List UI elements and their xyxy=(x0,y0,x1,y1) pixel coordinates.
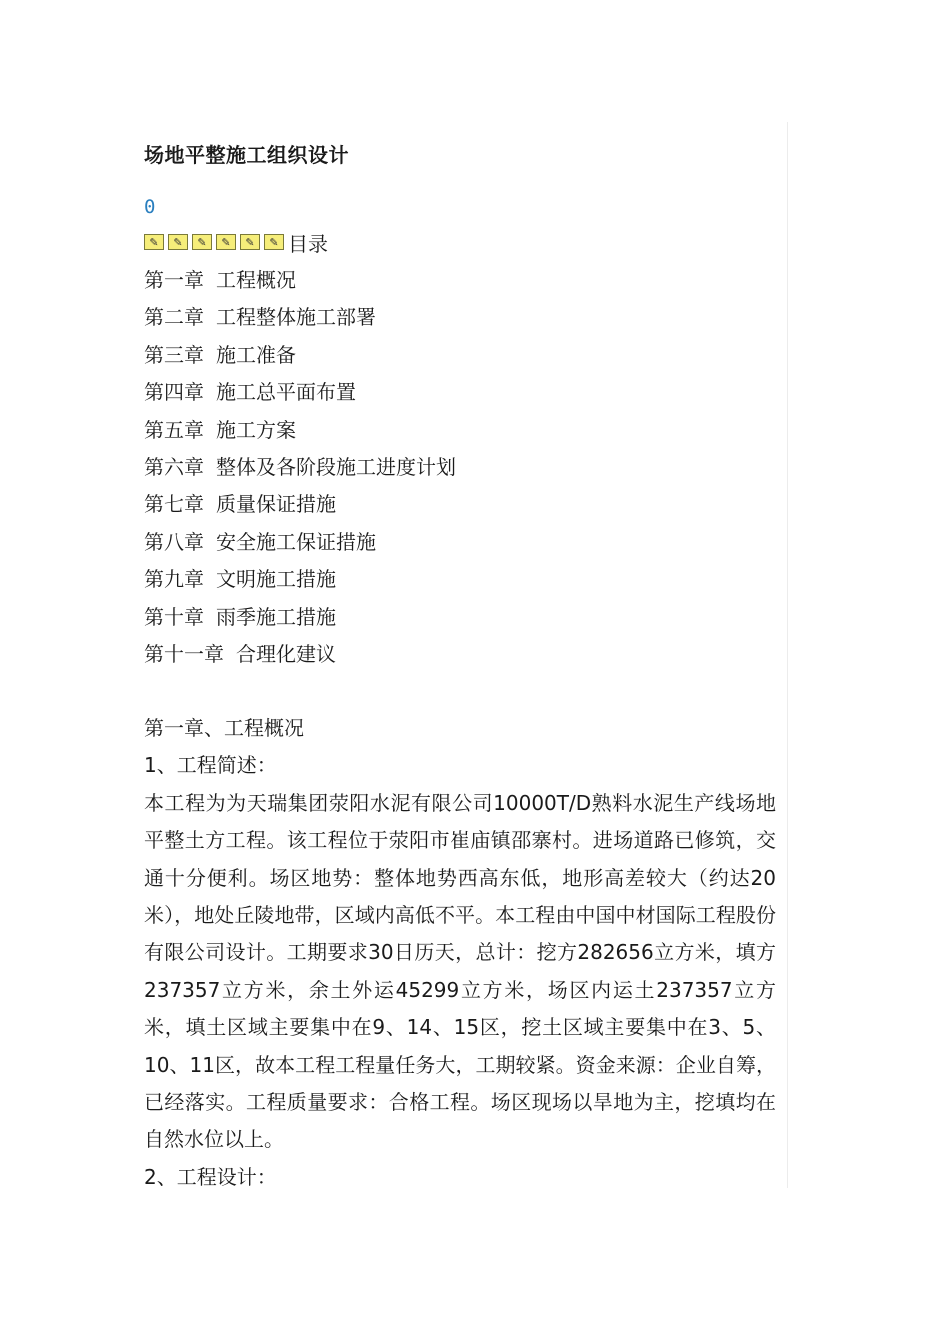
toc-item-text: 施工总平面布置 xyxy=(216,380,356,405)
toc-item-number: 第十章 xyxy=(144,604,204,629)
toc-item xyxy=(144,262,456,299)
document-title: 场地平整施工组织设计 xyxy=(144,143,349,167)
toc-item xyxy=(144,561,456,598)
toc-item xyxy=(144,486,456,523)
toc-item xyxy=(144,599,456,636)
toc-item xyxy=(144,636,456,673)
toc-item-text: 安全施工保证措施 xyxy=(216,529,376,554)
toc-item-number: 第三章 xyxy=(144,342,204,367)
broken-image-icon: ✎ xyxy=(240,234,260,250)
table-of-contents xyxy=(144,262,456,673)
toc-item xyxy=(144,299,456,336)
subsection-heading: 1、工程简述： xyxy=(144,753,277,778)
toc-item-text: 雨季施工措施 xyxy=(216,604,336,629)
toc-item-number: 第五章 xyxy=(144,417,204,442)
toc-item-number: 第四章 xyxy=(144,380,204,405)
toc-item-text: 工程概况 xyxy=(216,268,296,292)
chapter-heading: 第一章、工程概况 xyxy=(144,716,304,740)
toc-item xyxy=(144,412,456,449)
page-divider xyxy=(787,122,788,1188)
toc-item-text: 施工准备 xyxy=(216,342,296,367)
toc-item-text: 工程整体施工部署 xyxy=(216,305,376,330)
toc-item xyxy=(144,524,456,561)
toc-heading-row xyxy=(144,229,328,255)
toc-item-number: 第七章 xyxy=(144,492,204,517)
toc-item-text: 文明施工措施 xyxy=(216,567,336,592)
chapter-1-section xyxy=(144,710,776,1196)
broken-image-icon: ✎ xyxy=(216,234,236,250)
broken-image-icon: ✎ xyxy=(264,234,284,250)
toc-item-number: 第六章 xyxy=(144,454,204,479)
toc-item-text: 合理化建议 xyxy=(236,641,336,666)
toc-item-number: 第八章 xyxy=(144,529,204,554)
toc-item xyxy=(144,449,456,486)
toc-item-text: 整体及各阶段施工进度计划 xyxy=(216,454,456,479)
anchor-link[interactable]: 0 xyxy=(144,196,156,218)
toc-item xyxy=(144,374,456,411)
toc-item-number: 第十一章 xyxy=(144,641,224,666)
toc-item xyxy=(144,337,456,374)
toc-item-number: 第二章 xyxy=(144,305,204,330)
body-paragraph: 本工程为为天瑞集团荥阳水泥有限公司10000T/D熟料水泥生产线场地平整土方工程。该工程位于荥阳市崔庙镇邵寨村。进场道路已修筑，交通十分便利。场区地势：整体地势西高东低，地形高差较大（约达20米），地处丘陵地带，区域内高低不平。本工程由中国中材国际工程股份有限公司设计。工期要求30日历天，总计：挖方282656立方米，填方237357立方米，余土外运45299立方米，场区内运土237357立方米，填土区域主要集中在9、14、15区，挖土区域主要集中在3、5、10、11区，故本工程工程量任务大，工期较紧。资金来源：企业自筹，已经落实。工程质量要求：合格工程。场区现场以旱地为主，挖填均在自然水位以上。 xyxy=(144,790,776,1152)
toc-item-text: 施工方案 xyxy=(216,417,296,442)
broken-image-icon: ✎ xyxy=(168,234,188,250)
broken-image-icon: ✎ xyxy=(192,234,212,250)
toc-heading: 目录 xyxy=(288,231,328,256)
toc-item-text: 质量保证措施 xyxy=(216,492,336,517)
toc-item-number: 第九章 xyxy=(144,567,204,592)
subsection-heading: 2、工程设计： xyxy=(144,1164,277,1189)
broken-image-icon: ✎ xyxy=(144,234,164,250)
toc-item-number: 第一章 xyxy=(144,268,204,292)
